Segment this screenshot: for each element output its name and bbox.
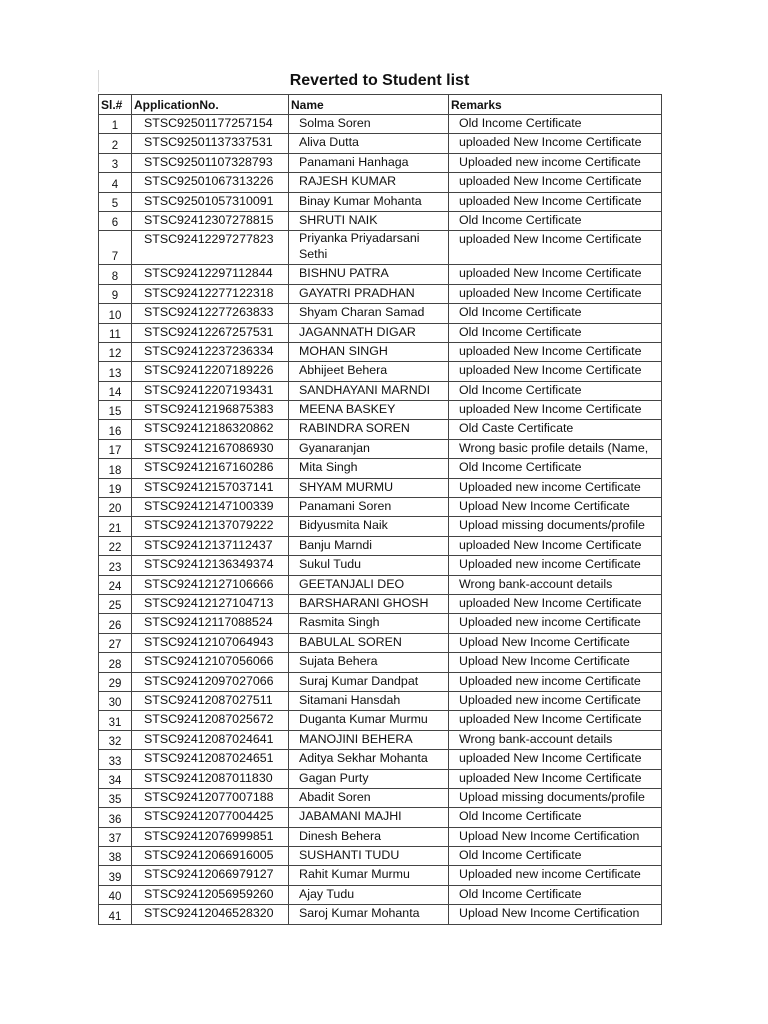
row-remarks: Uploaded new income Certificate [449,866,662,885]
row-sl-number: 16 [99,420,132,439]
row-remarks: uploaded New Income Certificate [449,265,662,284]
row-name: SHYAM MURMU [289,478,449,497]
row-sl-number: 12 [99,342,132,361]
row-remarks: Old Income Certificate [449,381,662,400]
row-remarks: uploaded New Income Certificate [449,342,662,361]
table-row [99,633,662,652]
row-sl-number: 11 [99,323,132,342]
column-header-application: ApplicationNo. [132,95,289,115]
table-row [99,459,662,478]
row-application-no: STSC92501137337531 [132,134,289,153]
row-name: Dinesh Behera [289,827,449,846]
table-row [99,323,662,342]
student-table [98,94,662,925]
row-sl-number: 38 [99,847,132,866]
column-header-sl: Sl.# [99,95,132,115]
row-name: Aditya Sekhar Mohanta [289,750,449,769]
row-sl-number: 2 [99,134,132,153]
row-sl-number: 27 [99,633,132,652]
row-sl-number: 41 [99,905,132,924]
row-name: BABULAL SOREN [289,633,449,652]
row-name: Sukul Tudu [289,556,449,575]
row-sl-number: 8 [99,265,132,284]
row-application-no: STSC92412136349374 [132,556,289,575]
row-sl-number: 31 [99,711,132,730]
table-row [99,750,662,769]
row-remarks: uploaded New Income Certificate [449,769,662,788]
row-remarks: Uploaded new income Certificate [449,153,662,172]
row-application-no: STSC92412127106666 [132,575,289,594]
table-row [99,284,662,303]
row-application-no: STSC92412097027066 [132,672,289,691]
row-remarks: Uploaded new income Certificate [449,556,662,575]
row-remarks: Uploaded new income Certificate [449,691,662,710]
table-row [99,362,662,381]
row-application-no: STSC92412147100339 [132,498,289,517]
table-row [99,265,662,284]
row-application-no: STSC92412087027511 [132,691,289,710]
row-name: Shyam Charan Samad [289,304,449,323]
row-remarks: uploaded New Income Certificate [449,134,662,153]
row-name: Bidyusmita Naik [289,517,449,536]
table-row [99,905,662,924]
row-application-no: STSC92412137079222 [132,517,289,536]
row-sl-number: 20 [99,498,132,517]
row-application-no: STSC92412107056066 [132,653,289,672]
table-row [99,153,662,172]
table-row [99,439,662,458]
row-name: Saroj Kumar Mohanta [289,905,449,924]
row-remarks: Upload New Income Certification [449,905,662,924]
row-application-no: STSC92412087024651 [132,750,289,769]
table-row [99,498,662,517]
row-sl-number: 14 [99,381,132,400]
row-remarks: Upload missing documents/profile [449,788,662,807]
document-title: Reverted to Student list [289,72,470,89]
row-sl-number: 13 [99,362,132,381]
row-name: Abhijeet Behera [289,362,449,381]
table-row [99,788,662,807]
row-application-no: STSC92501057310091 [132,192,289,211]
table-row [99,478,662,497]
row-application-no: STSC92412167160286 [132,459,289,478]
table-header-row [99,95,662,115]
row-sl-number: 17 [99,439,132,458]
row-application-no: STSC92412207193431 [132,381,289,400]
row-application-no: STSC92412307278815 [132,211,289,230]
row-remarks: Wrong bank-account details [449,575,662,594]
row-application-no: STSC92412077004425 [132,808,289,827]
row-sl-number: 28 [99,653,132,672]
row-sl-number: 15 [99,401,132,420]
table-row [99,536,662,555]
row-remarks: Upload New Income Certificate [449,498,662,517]
row-sl-number: 5 [99,192,132,211]
row-remarks: uploaded New Income Certificate [449,536,662,555]
row-application-no: STSC92412167086930 [132,439,289,458]
row-name: BISHNU PATRA [289,265,449,284]
row-name: Banju Marndi [289,536,449,555]
table-row [99,304,662,323]
row-remarks: Old Income Certificate [449,211,662,230]
table-row [99,730,662,749]
row-name: MOHAN SINGH [289,342,449,361]
row-name: Sitamani Hansdah [289,691,449,710]
row-sl-number: 7 [99,231,132,265]
row-name: JAGANNATH DIGAR [289,323,449,342]
row-remarks: uploaded New Income Certificate [449,192,662,211]
table-row [99,173,662,192]
row-application-no: STSC92412277122318 [132,284,289,303]
table-body [99,115,662,925]
row-name: Rahit Kumar Murmu [289,866,449,885]
row-name: GEETANJALI DEO [289,575,449,594]
row-sl-number: 10 [99,304,132,323]
row-application-no: STSC92412127104713 [132,594,289,613]
row-sl-number: 33 [99,750,132,769]
table-row [99,342,662,361]
row-sl-number: 1 [99,115,132,134]
row-name: Binay Kumar Mohanta [289,192,449,211]
row-application-no: STSC92412297277823 [132,231,289,265]
row-remarks: Old Income Certificate [449,323,662,342]
row-name: Aliva Dutta [289,134,449,153]
table-row [99,866,662,885]
row-name: Panamani Soren [289,498,449,517]
row-application-no: STSC92412077007188 [132,788,289,807]
table-row [99,847,662,866]
row-remarks: Upload New Income Certificate [449,653,662,672]
row-name: Gagan Purty [289,769,449,788]
table-row [99,192,662,211]
row-name: Abadit Soren [289,788,449,807]
table-row [99,808,662,827]
row-remarks: Upload missing documents/profile [449,517,662,536]
table-row [99,115,662,134]
row-name: Suraj Kumar Dandpat [289,672,449,691]
row-application-no: STSC92412076999851 [132,827,289,846]
row-name: JABAMANI MAJHI [289,808,449,827]
row-application-no: STSC92412277263833 [132,304,289,323]
row-name: Solma Soren [289,115,449,134]
row-remarks: uploaded New Income Certificate [449,401,662,420]
table-row [99,420,662,439]
row-name: SUSHANTI TUDU [289,847,449,866]
row-sl-number: 30 [99,691,132,710]
row-sl-number: 22 [99,536,132,555]
row-sl-number: 34 [99,769,132,788]
row-sl-number: 19 [99,478,132,497]
row-name: MANOJINI BEHERA [289,730,449,749]
row-name: SANDHAYANI MARNDI [289,381,449,400]
row-application-no: STSC92412066979127 [132,866,289,885]
row-sl-number: 40 [99,885,132,904]
row-remarks: Wrong basic profile details (Name, [449,439,662,458]
table-row [99,211,662,230]
table-row [99,653,662,672]
row-remarks: uploaded New Income Certificate [449,594,662,613]
row-remarks: uploaded New Income Certificate [449,284,662,303]
row-name: Sujata Behera [289,653,449,672]
row-sl-number: 32 [99,730,132,749]
row-sl-number: 6 [99,211,132,230]
table-row [99,134,662,153]
row-remarks: uploaded New Income Certificate [449,173,662,192]
table-row [99,401,662,420]
row-name: Mita Singh [289,459,449,478]
row-name: Duganta Kumar Murmu [289,711,449,730]
row-application-no: STSC92412137112437 [132,536,289,555]
table-row [99,231,662,265]
row-application-no: STSC92412196875383 [132,401,289,420]
row-remarks: uploaded New Income Certificate [449,231,662,265]
row-remarks: uploaded New Income Certificate [449,711,662,730]
row-sl-number: 18 [99,459,132,478]
row-sl-number: 29 [99,672,132,691]
row-remarks: Uploaded new income Certificate [449,614,662,633]
row-name: Priyanka Priyadarsani Sethi [289,231,449,265]
row-sl-number: 9 [99,284,132,303]
row-remarks: Wrong bank-account details [449,730,662,749]
row-sl-number: 35 [99,788,132,807]
table-row [99,575,662,594]
row-name: Rasmita Singh [289,614,449,633]
row-application-no: STSC92412237236334 [132,342,289,361]
row-application-no: STSC92412186320862 [132,420,289,439]
row-name: Panamani Hanhaga [289,153,449,172]
row-remarks: Old Income Certificate [449,885,662,904]
column-header-remarks: Remarks [449,95,662,115]
row-application-no: STSC92412066916005 [132,847,289,866]
row-remarks: uploaded New Income Certificate [449,750,662,769]
row-remarks: Old Income Certificate [449,459,662,478]
table-row [99,691,662,710]
row-sl-number: 39 [99,866,132,885]
table-row [99,381,662,400]
row-remarks: Upload New Income Certification [449,827,662,846]
row-remarks: Old Income Certificate [449,808,662,827]
row-application-no: STSC92412087011830 [132,769,289,788]
table-row [99,827,662,846]
row-sl-number: 21 [99,517,132,536]
row-sl-number: 37 [99,827,132,846]
row-name: Ajay Tudu [289,885,449,904]
row-application-no: STSC92501067313226 [132,173,289,192]
row-application-no: STSC92412207189226 [132,362,289,381]
row-sl-number: 4 [99,173,132,192]
row-remarks: Upload New Income Certificate [449,633,662,652]
table-row [99,594,662,613]
row-application-no: STSC92501177257154 [132,115,289,134]
row-remarks: uploaded New Income Certificate [449,362,662,381]
row-application-no: STSC92412267257531 [132,323,289,342]
row-sl-number: 23 [99,556,132,575]
row-remarks: Old Income Certificate [449,115,662,134]
row-sl-number: 36 [99,808,132,827]
row-application-no: STSC92501107328793 [132,153,289,172]
row-name: SHRUTI NAIK [289,211,449,230]
table-row [99,556,662,575]
row-sl-number: 24 [99,575,132,594]
row-remarks: Uploaded new income Certificate [449,478,662,497]
row-application-no: STSC92412046528320 [132,905,289,924]
column-header-name: Name [289,95,449,115]
row-name: RABINDRA SOREN [289,420,449,439]
row-application-no: STSC92412107064943 [132,633,289,652]
table-row [99,769,662,788]
row-application-no: STSC92412087024641 [132,730,289,749]
row-application-no: STSC92412056959260 [132,885,289,904]
table-row [99,614,662,633]
row-application-no: STSC92412117088524 [132,614,289,633]
row-application-no: STSC92412297112844 [132,265,289,284]
table-row [99,517,662,536]
row-sl-number: 26 [99,614,132,633]
row-remarks: Old Income Certificate [449,847,662,866]
row-remarks: Uploaded new income Certificate [449,672,662,691]
row-application-no: STSC92412087025672 [132,711,289,730]
row-remarks: Old Income Certificate [449,304,662,323]
row-name: Gyanaranjan [289,439,449,458]
row-sl-number: 25 [99,594,132,613]
table-row [99,672,662,691]
row-remarks: Old Caste Certificate [449,420,662,439]
table-row [99,711,662,730]
table-row [99,885,662,904]
row-name: RAJESH KUMAR [289,173,449,192]
row-application-no: STSC92412157037141 [132,478,289,497]
row-name: BARSHARANI GHOSH [289,594,449,613]
row-name: MEENA BASKEY [289,401,449,420]
row-name: GAYATRI PRADHAN [289,284,449,303]
row-sl-number: 3 [99,153,132,172]
